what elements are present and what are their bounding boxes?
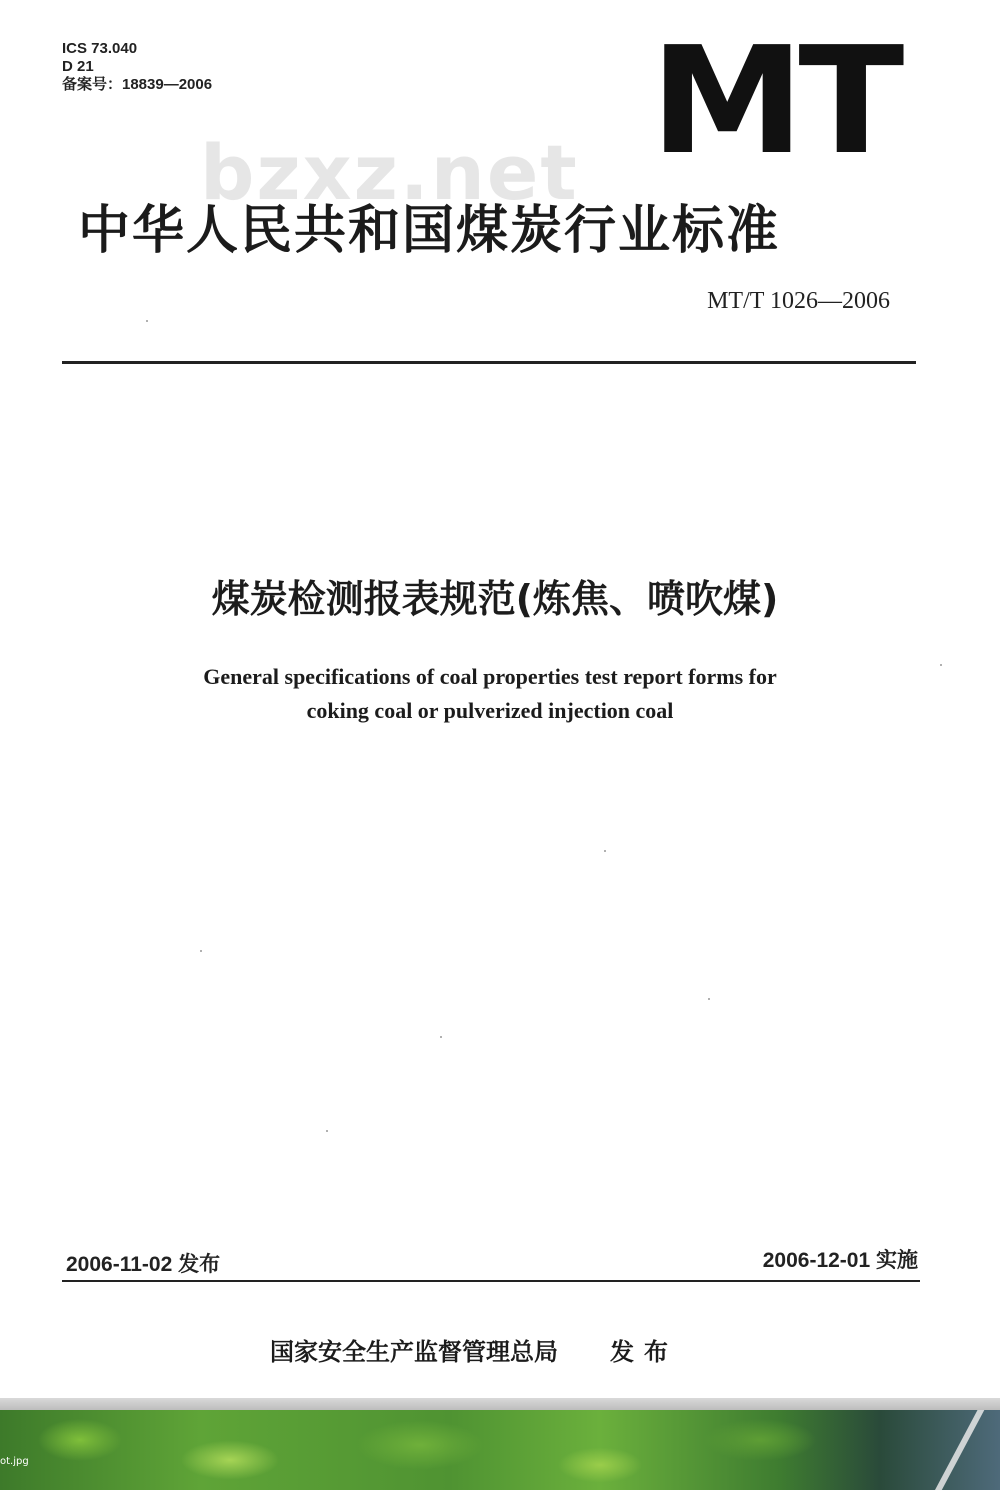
scan-speck xyxy=(146,320,148,322)
document-title-en xyxy=(0,660,980,728)
top-divider xyxy=(62,361,916,364)
ccs-code: D 21 xyxy=(62,58,94,75)
document-title-en-line2: coking coal or pulverized injection coal xyxy=(306,698,674,723)
page-separator xyxy=(0,1398,1000,1410)
publisher-line xyxy=(270,1332,678,1367)
standard-category-title: 中华人民共和国煤炭行业标准 xyxy=(78,201,781,261)
publisher-name: 国家安全生产监督管理总局 xyxy=(270,1338,558,1366)
next-page-photo xyxy=(0,1410,1000,1490)
scan-speck xyxy=(200,950,202,952)
photo-filename: ot.jpg xyxy=(0,1456,29,1467)
scan-speck xyxy=(440,1036,442,1038)
road-stripe xyxy=(929,1410,986,1490)
document-title-en-line1: General specifications of coal properties test report forms for xyxy=(203,664,777,689)
classification-block xyxy=(62,40,212,94)
filing-number: 备案号：18839—2006 xyxy=(62,76,213,93)
watermark: bzxz.net xyxy=(200,128,579,217)
implementation-date: 2006-12-01 实施 xyxy=(762,1249,918,1272)
ics-code: ICS 73.040 xyxy=(62,40,138,57)
issue-date: 2006-11-02 发布 xyxy=(66,1253,221,1276)
standard-number: MT/T 1026—2006 xyxy=(707,288,890,314)
scan-speck xyxy=(604,850,606,852)
publish-action: 发布 xyxy=(610,1338,678,1366)
scan-speck xyxy=(326,1130,328,1132)
scan-speck xyxy=(708,998,710,1000)
bottom-divider xyxy=(62,1280,920,1282)
scan-speck xyxy=(940,664,942,666)
mt-logo: MT xyxy=(650,15,899,187)
document-title-zh: 煤炭检测报表规范(炼焦、喷吹煤) xyxy=(211,577,779,621)
